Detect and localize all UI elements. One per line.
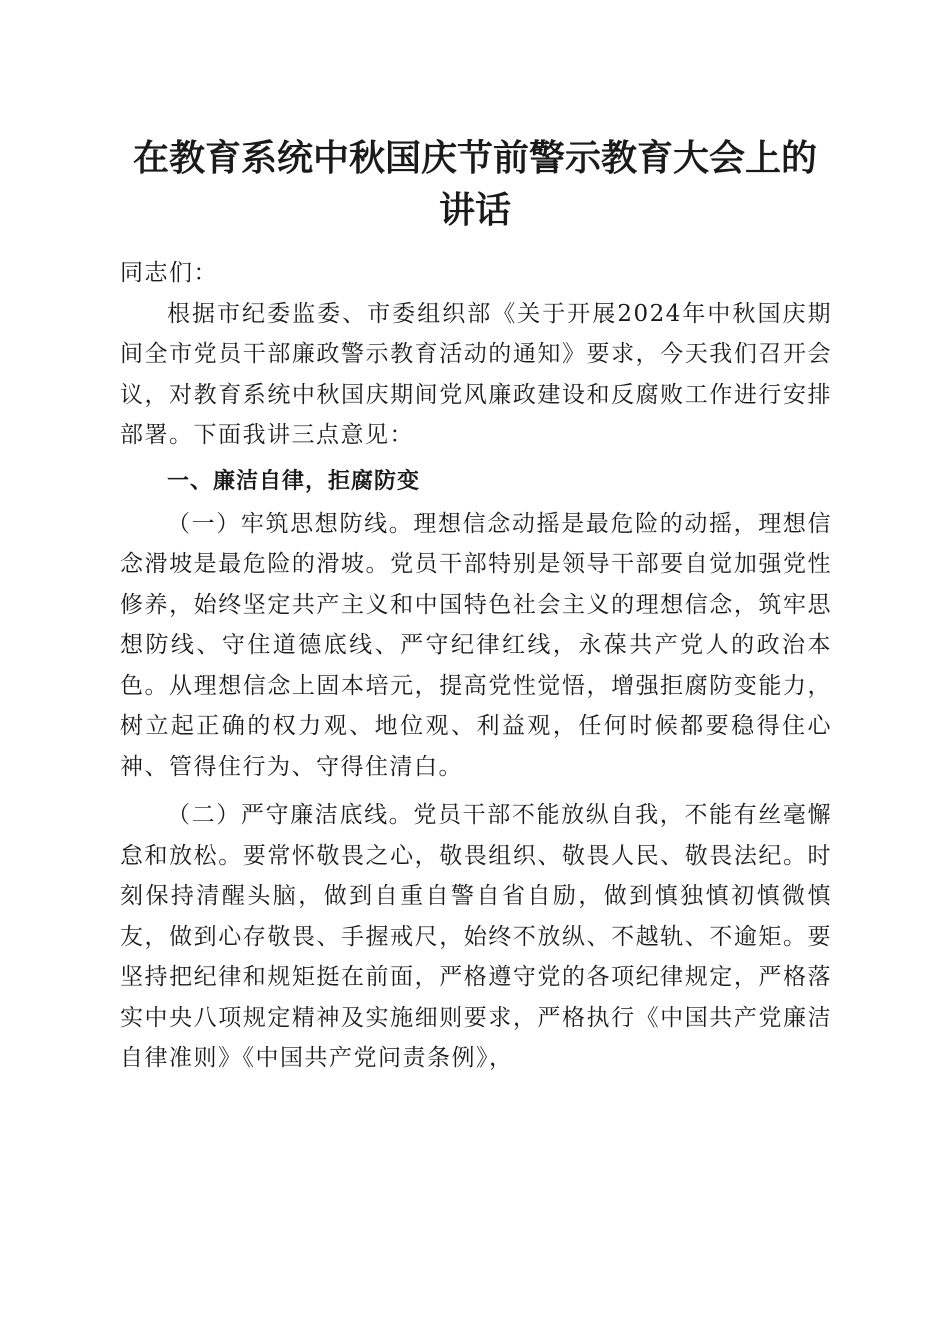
salutation: 同志们： <box>120 260 218 286</box>
section-item-1 <box>120 504 832 788</box>
section-item-2-text: 党员干部不能放纵自我，不能有丝毫懈怠和放松。要常怀敬畏之心，敬畏组织、敬畏人民、敬畏法纪。时刻保持清醒头脑，做到自重自警自省自励，做到慎独慎初慎微慎友，做到心存敬畏、手握戒尺，始终不放纵、不越轨、不逾矩。要坚持把纪律和规矩挺在前面，严格遵守党的各项纪律规定，严格落实中央八项规定精神及实施细则要求，严格执行《中国共产党廉洁自律准则》《中国共产党问责条例》， <box>120 802 833 1071</box>
section-item-1-lead: （一）牢筑思想防线。 <box>167 510 414 537</box>
document-title: 在教育系统中秋国庆节前警示教育大会上的讲话 <box>132 137 817 231</box>
document-body <box>120 253 832 1079</box>
section-item-2-lead: （二）严守廉洁底线。 <box>167 802 414 828</box>
section-heading: 一、廉洁自律，拒腐防变 <box>167 468 421 494</box>
section-item-2 <box>120 795 832 1079</box>
section-item-1-text: 理想信念动摇是最危险的动摇，理想信念滑坡是最危险的滑坡。党员干部特别是领导干部要自觉加强党性修养，始终坚定共产主义和中国特色社会主义的理想信念，筑牢思想防线、守住道德底线、严守纪律红线，永葆共产党人的政治本色。从理想信念上固本培元，提高党性觉悟，增强拒腐防变能力，树立起正确的权力观、地位观、利益观，任何时候都要稳得住心神、管得住行为、守得住清白。 <box>120 510 833 780</box>
intro-paragraph: 根据市纪委监委、市委组织部《关于开展2024年中秋国庆期间全市党员干部廉政警示教育活动的通知》要求，今天我们召开会议，对教育系统中秋国庆期间党风廉政建设和反腐败工作进行安排部署。下面我讲三点意见： <box>120 300 832 448</box>
